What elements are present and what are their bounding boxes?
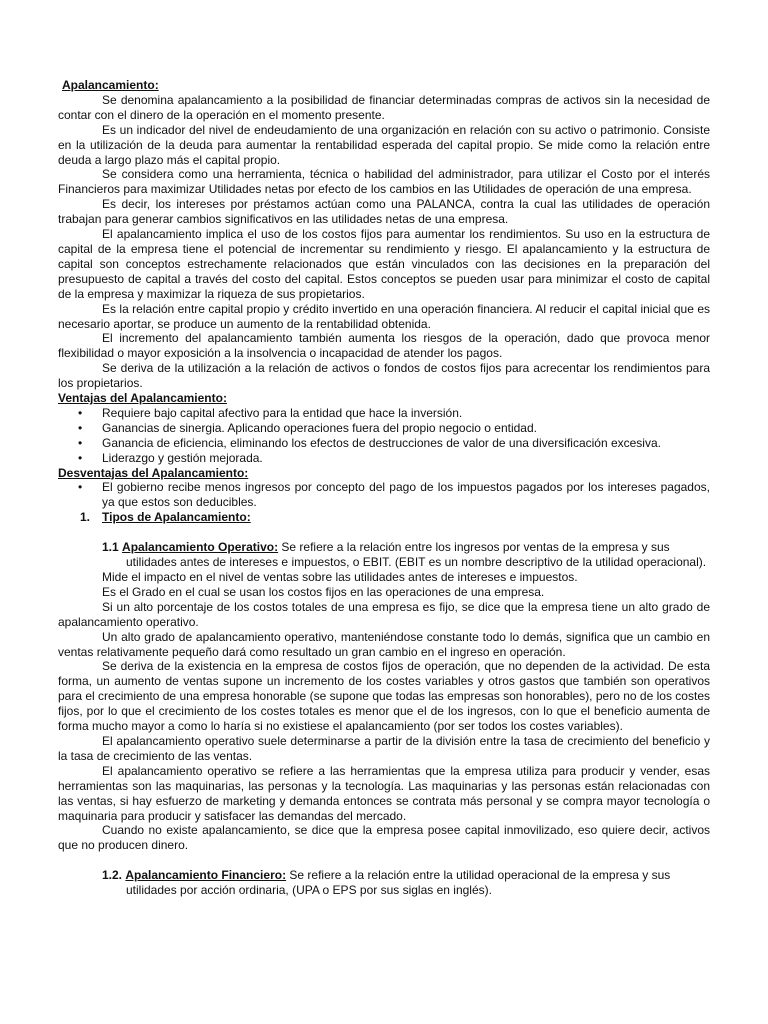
intro-paragraph: Se deriva de la utilización a la relación de activos o fondos de costos fijos para acrecentar los rendimientos para los propietarios. <box>58 361 710 391</box>
financiero-intro <box>102 868 710 898</box>
operativo-line: Mide el impacto en el nivel de ventas sobre las utilidades antes de intereses e impuestos. <box>102 570 578 584</box>
ventajas-heading: Ventajas del Apalancamiento: <box>58 391 227 406</box>
operativo-paragraph: Se deriva de la existencia en la empresa de costos fijos de operación, que no dependen de la actividad. De esta forma, un aumento de ventas supone un incremento de los costes variables y otros gastos que también son operativos para el crecimiento de una empresa honorable (se supone que todas las empresas son honorables), pero no de los costes fijos, por lo que el crecimiento de los costes totales es menor que el de los ingresos, con lo que el beneficio aumenta de forma mucho mayor a como lo haría si no existiese el apalancamiento (por ser todos los costes variables). <box>58 659 710 734</box>
financiero-number: 1.2. <box>102 868 123 883</box>
intro-paragraph: El apalancamiento implica el uso de los costos fijos para aumentar los rendimientos. Su uso en la estructura de capital de la empresa tiene el potencial de incrementar su rendimiento y riesgo. El apalancamiento y la estructura de capital son conceptos estrechamente relacionados que están vinculados con las decisiones en la preparación del presupuesto de capital a través del costo del capital. Estos conceptos se pueden usar para minimizar el costo de capital de la empresa y maximizar la riqueza de sus propietarios. <box>58 227 710 301</box>
list-item: • El gobierno recibe menos ingresos por concepto del pago de los impuestos pagados por los intereses pagados, ya que estos son deducibles. <box>102 480 710 510</box>
intro-paragraph: El incremento del apalancamiento también aumenta los riesgos de la operación, dado que provoca menor flexibilidad o mayor exposición a la insolvencia o incapacidad de atender los pagos. <box>58 331 710 361</box>
spacer <box>58 525 710 540</box>
operativo-paragraph: El apalancamiento operativo se refiere a las herramientas que la empresa utiliza para producir y vender, esas herramientas son las maquinarias, las personas y la tecnología. Las maquinarias y las personas están relacionadas con las ventas, si hay esfuerzo de marketing y demanda entonces se contrata más personal y se compra mayor tecnología o maquinaria para producir y satisfacer las demandas del mercado. <box>58 763 710 823</box>
ventajas-list <box>58 406 710 466</box>
list-item: • Ganancia de eficiencia, eliminando los efectos de destrucciones de valor de una diversificación excesiva. <box>102 436 710 451</box>
list-item: • Liderazgo y gestión mejorada. <box>102 451 710 466</box>
list-item: • Ganancias de sinergia. Aplicando operaciones fuera del propio negocio o entidad. <box>102 421 710 436</box>
operativo-paragraph: Si un alto porcentaje de los costos totales de una empresa es fijo, se dice que la empresa tiene un alto grado de apalancamiento operativo. <box>58 599 710 629</box>
document-body <box>58 78 710 898</box>
operativo-heading: Apalancamiento Operativo: <box>122 540 279 555</box>
financiero-lead-continued: utilidades por acción ordinaria, (UPA o EPS por sus siglas en inglés). <box>126 883 492 898</box>
operativo-number: 1.1 <box>102 540 119 555</box>
financiero-lead: Se refiere a la relación entre la utilidad operacional de la empresa y sus <box>286 868 671 883</box>
financiero-heading: Apalancamiento Financiero: <box>125 868 287 883</box>
desventajas-list <box>58 480 710 510</box>
operativo-lead-continued: utilidades antes de intereses e impuestos, o EBIT. (EBIT es un nombre descriptivo de la utilidad operacional). <box>126 555 707 570</box>
operativo-lead: Se refiere a la relación entre los ingresos por ventas de la empresa y sus <box>278 540 670 555</box>
intro-paragraph: Se denomina apalancamiento a la posibilidad de financiar determinadas compras de activos sin la necesidad de contar con el dinero de la operación en el momento presente. <box>58 92 710 122</box>
operativo-line: Es el Grado en el cual se usan los costos fijos en las operaciones de una empresa. <box>102 584 545 599</box>
operativo-paragraph: Cuando no existe apalancamiento, se dice que la empresa posee capital inmovilizado, eso quiere decir, activos que no producen dinero. <box>58 823 710 853</box>
spacer <box>58 853 710 868</box>
operativo-paragraph: El apalancamiento operativo suele determinarse a partir de la división entre la tasa de crecimiento del beneficio y la tasa de crecimiento de las ventas. <box>58 733 710 763</box>
intro-paragraph: Es decir, los intereses por préstamos actúan como una PALANCA, contra la cual las utilidades de operación trabajan para generar cambios significativos en las utilidades netas de una empresa. <box>58 197 710 227</box>
tipos-number: 1. <box>80 510 91 525</box>
intro-paragraph: Se considera como una herramienta, técnica o habilidad del administrador, para utilizar el Costo por el interés Financieros para maximizar Utilidades netas por efecto de los cambios en las Utilidades de operación de una empresa. <box>58 167 710 197</box>
operativo-intro <box>102 540 710 570</box>
operativo-paragraph: Un alto grado de apalancamiento operativo, manteniéndose constante todo lo demás, significa que un cambio en ventas relativamente pequeño dará como resultado un gran cambio en el ingreso en operación. <box>58 629 710 659</box>
desventajas-heading: Desventajas del Apalancamiento: <box>58 465 249 480</box>
list-item: • Requiere bajo capital afectivo para la entidad que hace la inversión. <box>102 406 710 421</box>
tipos-title: Tipos de Apalancamiento: <box>102 510 251 525</box>
intro-paragraph: Es un indicador del nivel de endeudamiento de una organización en relación con su activo o patrimonio. Consiste en la utilización de la deuda para aumentar la rentabilidad esperada del capital propio. Se mide como la relación entre deuda a largo plazo más el capital propio. <box>58 122 710 167</box>
tipos-heading <box>80 510 710 525</box>
intro-paragraph: Es la relación entre capital propio y crédito invertido en una operación financiera. Al reducir el capital inicial que es necesario aportar, se produce un aumento de la rentabilidad obtenida. <box>58 301 710 331</box>
section-title: Apalancamiento: <box>62 78 159 92</box>
